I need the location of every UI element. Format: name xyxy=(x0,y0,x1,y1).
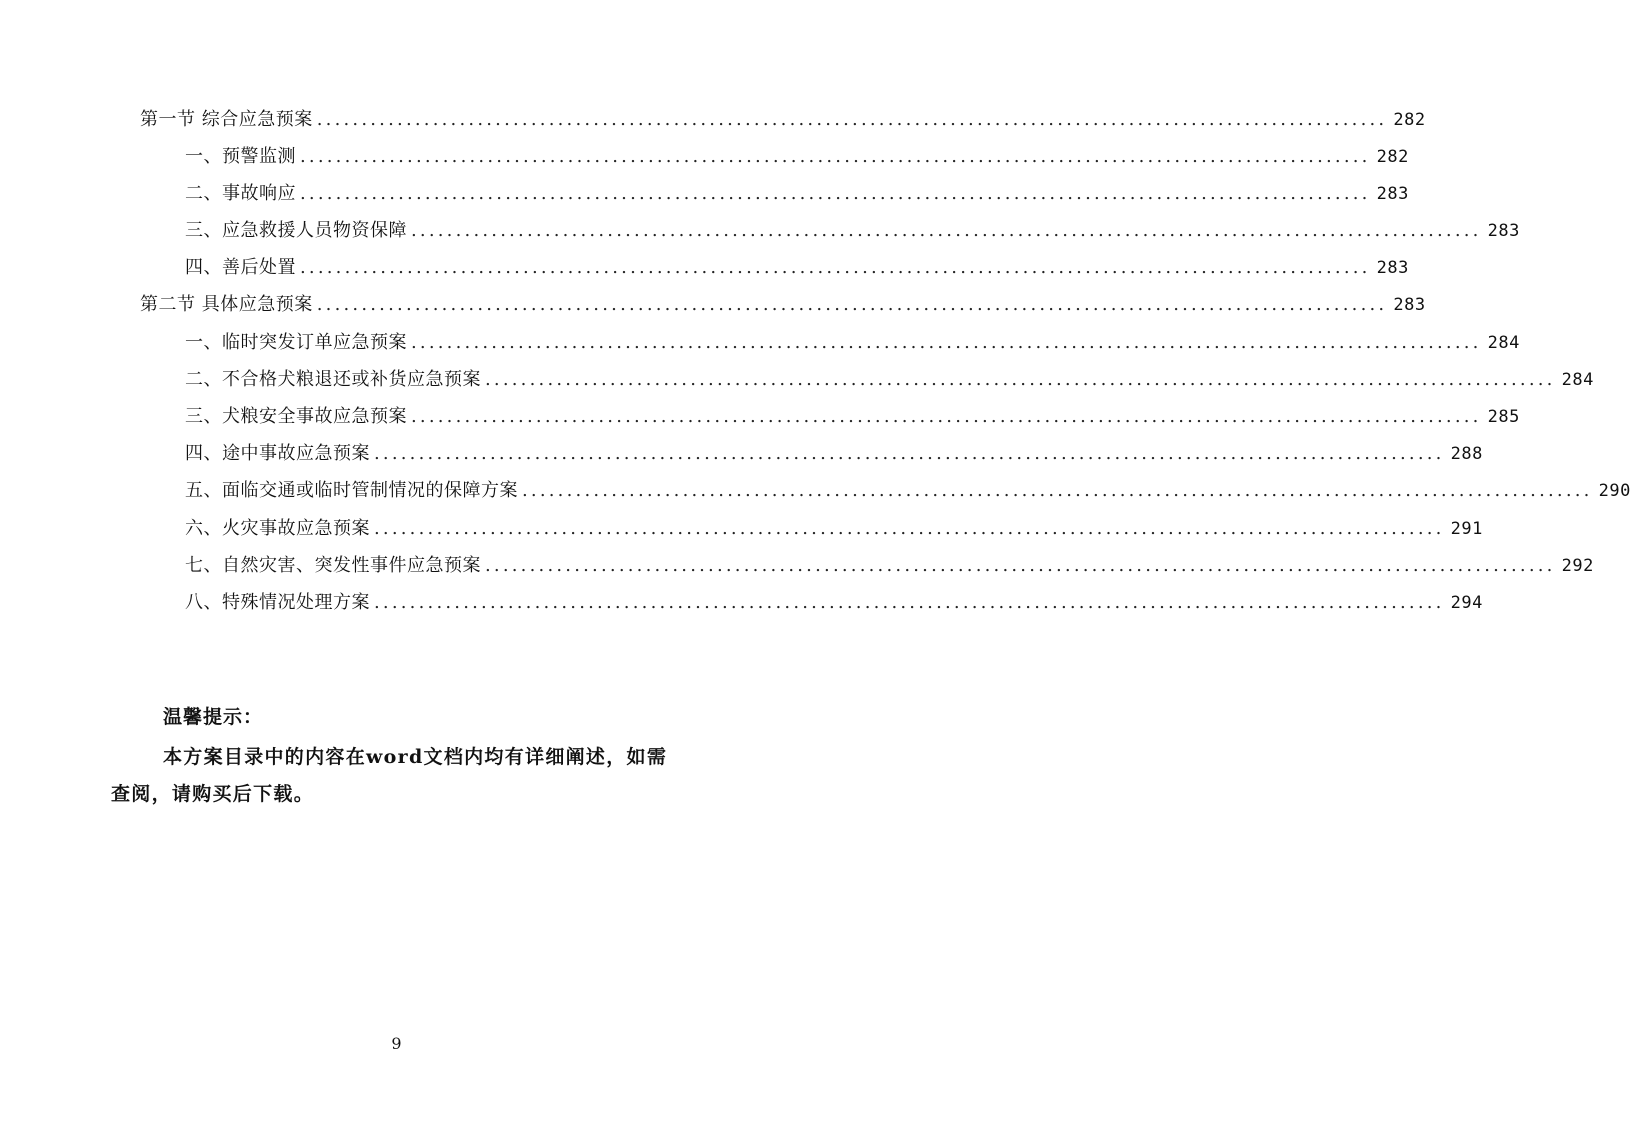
toc-leader-dots: ........................................................................................................................ xyxy=(411,332,1482,353)
toc-entry[interactable] xyxy=(185,180,1409,208)
toc-entry-page: 284 xyxy=(1561,370,1594,390)
toc-leader-dots: ........................................................................................................................ xyxy=(316,109,1388,130)
toc-entry-label: 一、预警监测 xyxy=(185,146,296,167)
toc-entry[interactable] xyxy=(140,106,1426,134)
toc-entry-page: 283 xyxy=(1376,184,1409,204)
toc-leader-dots: ........................................................................................................................ xyxy=(485,369,1556,390)
page-number: 9 xyxy=(391,1034,402,1053)
toc-entry-page: 288 xyxy=(1450,444,1483,464)
toc-entry[interactable] xyxy=(185,589,1483,617)
toc-leader-dots: ........................................................................................................................ xyxy=(300,183,1371,204)
notice-title: 温馨提示： xyxy=(163,706,264,728)
toc-entry-label: 三、犬粮安全事故应急预案 xyxy=(185,406,407,427)
toc-leader-dots: ........................................................................................................................ xyxy=(300,146,1371,167)
toc-entry[interactable] xyxy=(185,440,1483,468)
toc-entry-label: 三、应急救援人员物资保障 xyxy=(185,220,407,241)
toc-entry-page: 284 xyxy=(1487,333,1520,353)
toc-leader-dots: ........................................................................................................................ xyxy=(374,518,1445,539)
toc-entry-label: 第二节 具体应急预案 xyxy=(140,294,313,315)
toc-entry-label: 五、面临交通或临时管制情况的保障方案 xyxy=(185,480,518,501)
toc-entry[interactable] xyxy=(185,366,1594,394)
toc-entry-page: 283 xyxy=(1393,295,1426,315)
toc-entry[interactable] xyxy=(185,329,1520,357)
toc-entry[interactable] xyxy=(185,515,1483,543)
toc-entry[interactable] xyxy=(185,217,1520,245)
toc-leader-dots: ........................................................................................................................ xyxy=(316,294,1388,315)
toc-entry-label: 二、事故响应 xyxy=(185,183,296,204)
toc-leader-dots: ........................................................................................................................ xyxy=(374,443,1445,464)
toc-entry[interactable] xyxy=(185,477,1631,505)
toc-entry-label: 一、临时突发订单应急预案 xyxy=(185,332,407,353)
toc-leader-dots: ........................................................................................................................ xyxy=(411,406,1482,427)
toc-entry-page: 294 xyxy=(1450,593,1483,613)
toc-entry-page: 291 xyxy=(1450,519,1483,539)
toc-leader-dots: ........................................................................................................................ xyxy=(300,257,1371,278)
toc-entry-label: 二、不合格犬粮退还或补货应急预案 xyxy=(185,369,481,390)
toc-entry-label: 第一节 综合应急预案 xyxy=(140,109,313,130)
toc-entry-label: 七、自然灾害、突发性事件应急预案 xyxy=(185,555,481,576)
toc-leader-dots: ........................................................................................................................ xyxy=(522,480,1593,501)
toc-entry-label: 四、善后处置 xyxy=(185,257,296,278)
toc-leader-dots: ........................................................................................................................ xyxy=(374,592,1445,613)
toc-leader-dots: ........................................................................................................................ xyxy=(485,555,1556,576)
toc-entry-page: 282 xyxy=(1393,110,1426,130)
toc-entry-label: 八、特殊情况处理方案 xyxy=(185,592,370,613)
notice-body: 本方案目录中的内容在word文档内均有详细阐述，如需查阅，请购买后下载。 xyxy=(111,746,668,805)
toc-entry-page: 290 xyxy=(1598,481,1631,501)
toc-leader-dots: ........................................................................................................................ xyxy=(411,220,1482,241)
toc-entry[interactable] xyxy=(185,552,1594,580)
toc-entry-page: 283 xyxy=(1376,258,1409,278)
toc-entry-page: 282 xyxy=(1376,147,1409,167)
toc-entry[interactable] xyxy=(185,143,1409,171)
toc-entry-page: 285 xyxy=(1487,407,1520,427)
toc-entry[interactable] xyxy=(185,254,1409,282)
toc-entry-label: 四、途中事故应急预案 xyxy=(185,443,370,464)
toc-entry-page: 292 xyxy=(1561,556,1594,576)
toc-entry-label: 六、火灾事故应急预案 xyxy=(185,518,370,539)
toc-entry-page: 283 xyxy=(1487,221,1520,241)
toc-entry[interactable] xyxy=(185,403,1520,431)
toc-entry[interactable] xyxy=(140,291,1426,319)
